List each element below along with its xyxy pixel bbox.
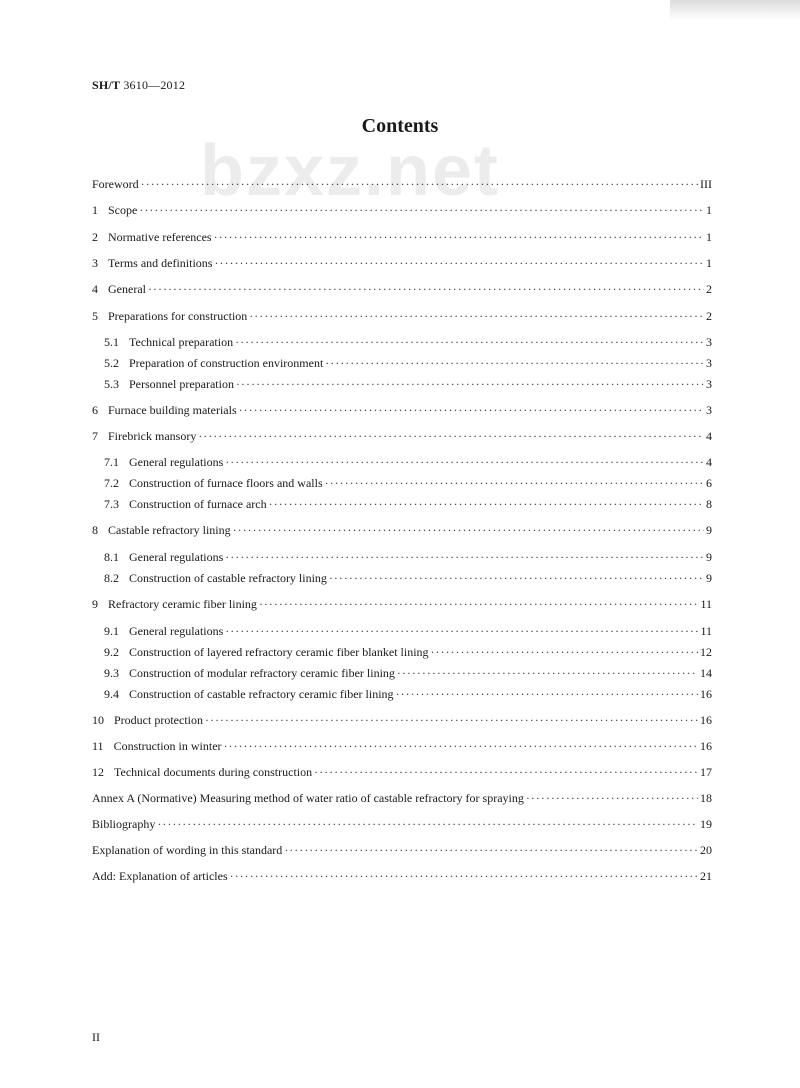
toc-entry-title: Construction of modular refractory ceramic fiber lining	[129, 666, 395, 680]
toc-leader-dots	[225, 623, 698, 639]
toc-entry-page: 3	[706, 403, 712, 417]
toc-entry-number: 1	[92, 203, 98, 217]
toc-entry-page: 8	[706, 497, 712, 511]
toc-entry-page: 3	[706, 377, 712, 391]
toc-leader-dots	[431, 644, 698, 660]
toc-entry-page: 1	[706, 203, 712, 217]
toc-entry-number: 8.1	[104, 550, 119, 564]
toc-entry-number: 6	[92, 403, 98, 417]
toc-entry[interactable]	[104, 376, 712, 392]
toc-entry-page: III	[700, 177, 712, 191]
toc-entry[interactable]	[92, 596, 712, 612]
toc-entry-page: 16	[700, 713, 712, 727]
toc-entry-page: 11	[700, 597, 712, 611]
toc-leader-dots	[205, 712, 698, 728]
toc-entry-number: 9.1	[104, 624, 119, 638]
watermark-text: bzxz.net	[200, 131, 501, 211]
toc-entry[interactable]	[104, 334, 712, 350]
toc-entry[interactable]	[92, 522, 712, 538]
toc-leader-dots	[236, 376, 704, 392]
toc-entry[interactable]	[92, 764, 712, 780]
toc-entry-page: 21	[700, 869, 712, 883]
toc-entry[interactable]	[92, 255, 712, 271]
toc-entry-title: Foreword	[92, 177, 139, 191]
toc-entry-title: Annex A (Normative) Measuring method of water ratio of castable refractory for spraying	[92, 791, 524, 805]
toc-entry-title: Furnace building materials	[108, 403, 237, 417]
toc-entry-number: 7	[92, 429, 98, 443]
toc-leader-dots	[314, 764, 698, 780]
toc-entry-title: Construction in winter	[113, 739, 222, 753]
toc-leader-dots	[259, 596, 699, 612]
toc-entry[interactable]	[104, 623, 712, 639]
toc-entry-page: 4	[706, 455, 712, 469]
toc-entry-title: Preparation of construction environment	[129, 356, 324, 370]
toc-entry-title: Add: Explanation of articles	[92, 869, 228, 883]
toc-entry-number: 8	[92, 523, 98, 537]
toc-leader-dots	[198, 428, 704, 444]
toc-entry-number: 7.1	[104, 455, 119, 469]
toc-entry-page: 12	[700, 645, 712, 659]
toc-entry-page: 1	[706, 230, 712, 244]
toc-entry-number: 5.1	[104, 335, 119, 349]
toc-leader-dots	[325, 475, 704, 491]
toc-entry-title: Product protection	[114, 713, 203, 727]
toc-entry-page: 16	[700, 687, 712, 701]
toc-entry[interactable]	[104, 570, 712, 586]
toc-entry-title: Terms and definitions	[108, 256, 213, 270]
toc-entry[interactable]	[104, 454, 712, 470]
toc-leader-dots	[325, 355, 704, 371]
toc-leader-dots	[396, 686, 698, 702]
toc-leader-dots	[141, 176, 698, 192]
toc-entry[interactable]	[92, 868, 712, 884]
toc-entry[interactable]	[92, 402, 712, 418]
toc-entry-page: 9	[706, 571, 712, 585]
toc-leader-dots	[249, 308, 704, 324]
toc-leader-dots	[214, 255, 704, 271]
toc-entry-page: 14	[700, 666, 712, 680]
toc-entry[interactable]	[92, 738, 712, 754]
toc-entry-number: 2	[92, 230, 98, 244]
toc-entry-page: 3	[706, 356, 712, 370]
toc-entry[interactable]	[104, 665, 712, 681]
toc-entry-title: Firebrick mansory	[108, 429, 197, 443]
standard-number: 3610—2012	[123, 78, 186, 92]
toc-entry-number: 12	[92, 765, 104, 779]
toc-entry[interactable]	[92, 281, 712, 297]
toc-entry-title: Refractory ceramic fiber lining	[108, 597, 257, 611]
toc-leader-dots	[233, 522, 704, 538]
toc-leader-dots	[284, 842, 698, 858]
toc-leader-dots	[148, 281, 704, 297]
toc-leader-dots	[526, 790, 698, 806]
toc-entry-page: 4	[706, 429, 712, 443]
toc-leader-dots	[224, 738, 698, 754]
toc-leader-dots	[269, 496, 704, 512]
toc-entry-number: 9.4	[104, 687, 119, 701]
toc-entry-page: 16	[700, 739, 712, 753]
toc-entry-page: 18	[700, 791, 712, 805]
toc-entry-page: 3	[706, 335, 712, 349]
toc-entry-number: 4	[92, 282, 98, 296]
toc-entry-page: 20	[700, 843, 712, 857]
toc-entry[interactable]	[92, 229, 712, 245]
toc-entry[interactable]	[92, 428, 712, 444]
page-number: II	[92, 1030, 100, 1044]
toc-entry-number: 7.2	[104, 476, 119, 490]
toc-leader-dots	[139, 202, 704, 218]
toc-leader-dots	[225, 454, 704, 470]
toc-entry[interactable]	[92, 816, 712, 832]
toc-entry-number: 9.3	[104, 666, 119, 680]
toc-entry-title: Preparations for construction	[108, 309, 248, 323]
toc-leader-dots	[235, 334, 704, 350]
toc-entry[interactable]	[104, 475, 712, 491]
toc-entry-number: 7.3	[104, 497, 119, 511]
toc-entry-title: Technical preparation	[129, 335, 234, 349]
toc-entry-title: Scope	[108, 203, 138, 217]
toc-leader-dots	[214, 229, 704, 245]
toc-leader-dots	[230, 868, 698, 884]
toc-entry-title: Personnel preparation	[129, 377, 234, 391]
toc-entry-title: Castable refractory lining	[108, 523, 231, 537]
toc-leader-dots	[397, 665, 698, 681]
toc-entry[interactable]	[92, 842, 712, 858]
toc-entry-page: 11	[700, 624, 712, 638]
toc-entry-number: 9	[92, 597, 98, 611]
toc-entry[interactable]	[92, 712, 712, 728]
toc-entry-title: Construction of furnace arch	[129, 497, 267, 511]
toc-entry[interactable]	[104, 355, 712, 371]
toc-entry[interactable]	[92, 176, 712, 192]
toc-leader-dots	[225, 549, 704, 565]
toc-entry-number: 3	[92, 256, 98, 270]
toc-leader-dots	[329, 570, 704, 586]
toc-entry-title: Construction of castable refractory lining	[129, 571, 327, 585]
toc-entry-page: 9	[706, 523, 712, 537]
toc-leader-dots	[157, 816, 698, 832]
toc-entry-title: Construction of castable refractory ceramic fiber lining	[129, 687, 394, 701]
toc-entry[interactable]	[104, 549, 712, 565]
toc-entry-number: 9.2	[104, 645, 119, 659]
toc-entry-number: 5.3	[104, 377, 119, 391]
toc-entry-number: 5	[92, 309, 98, 323]
toc-entry[interactable]	[92, 202, 712, 218]
toc-entry-title: General regulations	[129, 455, 224, 469]
toc-entry[interactable]	[104, 496, 712, 512]
toc-entry-title: Construction of furnace floors and walls	[129, 476, 323, 490]
toc-entry-page: 17	[700, 765, 712, 779]
standard-code: SH/T	[92, 78, 121, 92]
toc-entry[interactable]	[92, 790, 712, 806]
toc-entry-title: General regulations	[129, 550, 224, 564]
toc-entry-number: 5.2	[104, 356, 119, 370]
toc-entry[interactable]	[92, 308, 712, 324]
page-title: Contents	[361, 115, 439, 137]
toc-entry-page: 2	[706, 282, 712, 296]
toc-entry-page: 1	[706, 256, 712, 270]
toc-entry[interactable]	[104, 686, 712, 702]
toc-entry-number: 8.2	[104, 571, 119, 585]
toc-leader-dots	[239, 402, 704, 418]
toc-entry-title: Construction of layered refractory ceramic fiber blanket lining	[129, 645, 429, 659]
toc-entry-number: 11	[92, 739, 104, 753]
toc-entry-number: 10	[92, 713, 104, 727]
toc-entry[interactable]	[104, 644, 712, 660]
toc-entry-page: 9	[706, 550, 712, 564]
toc-entry-page: 6	[706, 476, 712, 490]
toc-entry-title: General regulations	[129, 624, 224, 638]
toc-entry-title: Bibliography	[92, 817, 156, 831]
toc-entry-title: Technical documents during construction	[114, 765, 313, 779]
toc-entry-title: Explanation of wording in this standard	[92, 843, 283, 857]
toc-entry-title: Normative references	[108, 230, 212, 244]
toc-entry-page: 19	[700, 817, 712, 831]
toc-entry-title: General	[108, 282, 146, 296]
toc-entry-page: 2	[706, 309, 712, 323]
